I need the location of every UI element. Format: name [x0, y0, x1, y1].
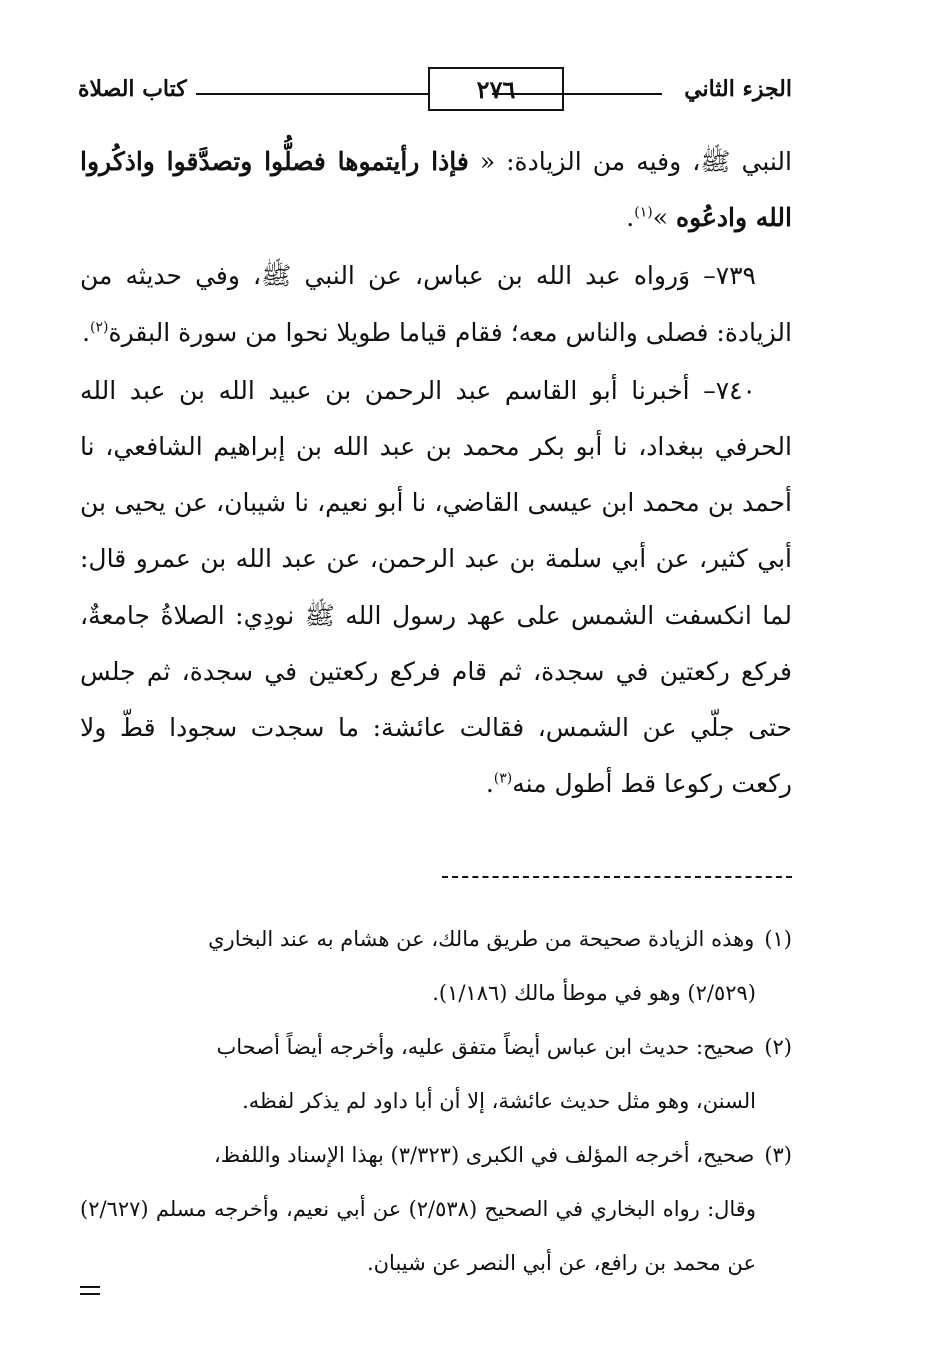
paragraph-739-text: ٧٣٩– وَرواه عبد الله بن عباس، عن النبي ﷺ، وفي حديثه من الزيادة: فصلى والناس معه؛ فقام قياما طويلا نحوا من سورة البقرة — [80, 261, 792, 347]
footnote-3 — [80, 1128, 792, 1290]
footnote-continuation: وقال: رواه البخاري في الصحيح (٢/٥٣٨) عن أبي نعيم، وأخرجه مسلم (٢/٦٢٧) عن محمد بن رافع، عن أبي النصر عن شيبان. — [80, 1197, 756, 1275]
paragraph-1-text: النبي ﷺ، وفيه من الزيادة: « — [479, 147, 792, 176]
hadith-quote: فإذا رأيتموها فصلُّوا وتصدَّقوا واذكُروا الله وادعُوه — [80, 147, 792, 233]
footnote-number: (٢) — [764, 1035, 792, 1059]
footnote-number: (٣) — [764, 1143, 792, 1167]
footnote-ref-3: (٣) — [493, 770, 513, 787]
page-header — [78, 62, 792, 118]
continuation-mark-bar — [80, 1286, 100, 1288]
footnote-2 — [80, 1020, 792, 1128]
footnote-number: (١) — [764, 927, 792, 951]
paragraph-1: النبي ﷺ، وفيه من الزيادة: « فإذا رأيتموها فصلُّوا وتصدَّقوا واذكُروا الله وادعُوه »$^{(١)}$. — [80, 147, 792, 233]
main-text — [80, 134, 792, 812]
header-rule-left — [196, 93, 428, 95]
footnote-text: صحيح: حديث ابن عباس أيضاً متفق عليه، وأخرجه أيضاً أصحاب — [216, 1035, 755, 1059]
footnote-ref-2: (٢) — [90, 319, 109, 336]
footnote-ref-1: (١) — [634, 204, 653, 221]
footnote-text: صحيح، أخرجه المؤلف في الكبرى (٣/٣٢٣) بهذا الإسناد واللفظ، — [213, 1143, 755, 1167]
footnote-text: وهذه الزيادة صحيحة من طريق مالك، عن هشام به عند البخاري — [208, 927, 755, 951]
paragraph-739: ٧٣٩– وَرواه عبد الله بن عباس، عن النبي ﷺ، وفي حديثه من الزيادة: فصلى والناس معه؛ فقام قياما طويلا نحوا من سورة البقرة$^{(٢)}$. — [80, 261, 792, 347]
chapter-title: كتاب الصلاة — [78, 76, 187, 102]
paragraph-740: ٧٤٠– أخبرنا أبو القاسم عبد الرحمن بن عبيد الله بن عبد الله الحرفي ببغداد، نا أبو بكر محمد بن عبد الله بن إبراهيم الشافعي، نا أحمد بن محمد ابن عيسى القاضي، نا أبو نعيم، نا شيبان، عن يحيى بن أبي كثير، عن أبي سلمة بن عبد الرحمن، عن عبد الله بن عمرو قال: لما انكسفت الشمس على عهد رسول الله ﷺ نودِي: الصلاةُ جامعةٌ، فركع ركعتين في سجدة، ثم قام فركع ركعتين في سجدة، ثم جلس حتى جلّي عن الشمس، فقالت عائشة: ما سجدت سجودا قطّ ولا ركعت ركوعا قط أطول منه$^{(٣)}$. — [80, 375, 792, 799]
footnote-continuation: السنن، وهو مثل حديث عائشة، إلا أن أبا داود لم يذكر لفظه. — [242, 1089, 756, 1113]
footnotes — [80, 912, 792, 1290]
paragraph-740-text: ٧٤٠– أخبرنا أبو القاسم عبد الرحمن بن عبيد الله بن عبد الله الحرفي ببغداد، نا أبو بكر محمد بن عبد الله بن إبراهيم الشافعي، نا أحمد بن محمد ابن عيسى القاضي، نا أبو نعيم، نا شيبان، عن يحيى بن أبي كثير، عن أبي سلمة بن عبد الرحمن، عن عبد الله بن عمرو قال: لما انكسفت الشمس على عهد رسول الله ﷺ نودِي: الصلاةُ جامعةٌ، فركع ركعتين في سجدة، ثم قام فركع ركعتين في سجدة، ثم جلس حتى جلّي عن الشمس، فقالت عائشة: ما سجدت سجودا قطّ ولا ركعت ركوعا قط أطول منه — [80, 375, 792, 799]
footnote-continuation: (٢/٥٢٩) وهو في موطأ مالك (١/١٨٦). — [432, 981, 756, 1005]
footnote-1 — [80, 912, 792, 1020]
continuation-mark-bar — [80, 1293, 100, 1295]
page-number: ٢٧٦ — [428, 67, 564, 111]
continuation-mark — [80, 1286, 100, 1300]
volume-title: الجزء الثاني — [684, 76, 792, 102]
footnote-separator — [442, 876, 792, 878]
quote-close: » — [652, 203, 669, 233]
